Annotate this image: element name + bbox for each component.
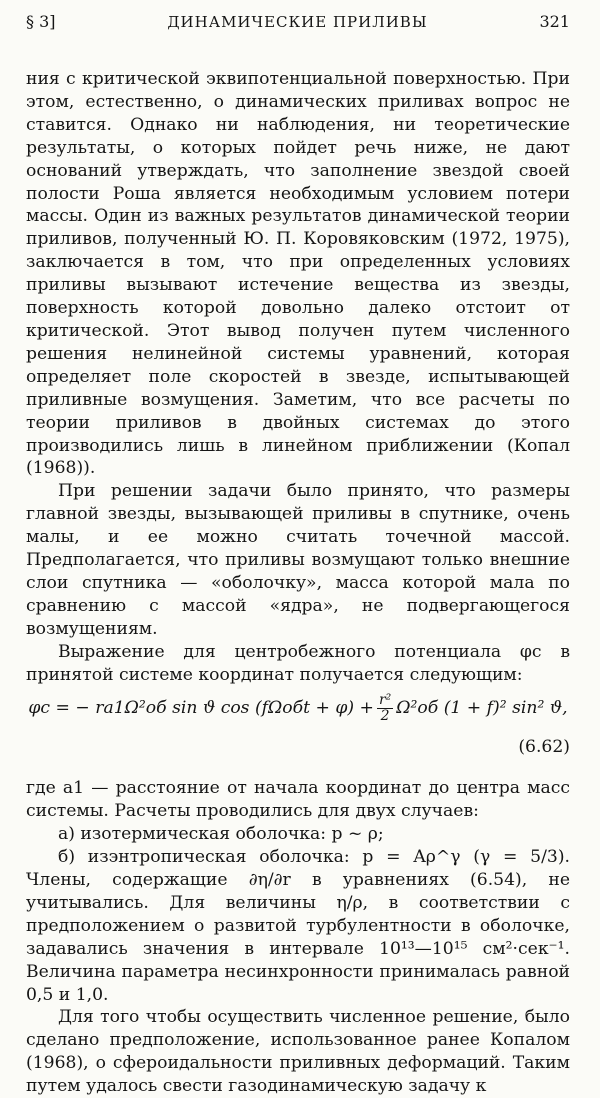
equation-fraction xyxy=(377,693,393,724)
paragraph: ния с критической эквипотенциальной поверхностью. При этом, естественно, о динамических приливах вопрос не ставится. Однако ни наблюдения, ни теоретические результаты, о которых пойдет речь ниже, не дают оснований утверждать, что заполнение звездой своей полости Роша является необходимым условием потери массы. Один из важных результатов динамической теории приливов, полученный Ю. П. Коровяковским (1972, 1975), заключается в том, что при определенных условиях приливы вызывают истечение вещества из звезды, поверхность которой довольно далеко отстоит от критической. Этот вывод получен путем численного решения нелинейной системы уравнений, которая определяет поле скоростей в звезде, испытывающей приливные возмущения. Заметим, что все расчеты по теории приливов в двойных системах до этого производились лишь в линейном приближении (Копал (1968)). xyxy=(26,69,570,479)
section-marker: § 3] xyxy=(26,12,56,31)
list-item-b: б) изэнтропическая оболочка: p = Aρ^γ (γ = 5/3). Члены, содержащие ∂η/∂r в уравнениях (6.54), не учитывались. Для величины η/ρ, в соответствии с предположением о развитой турбулентности в оболочке, задавались значения в интервале 10¹³—10¹⁵ см²·сек⁻¹. Величина параметра несинхронности принималась равной 0,5 и 1,0. xyxy=(26,847,570,1005)
list-item-a: а) изотермическая оболочка: p ~ ρ; xyxy=(58,824,384,845)
fraction-numerator: r² xyxy=(378,691,392,708)
fraction-denominator: 2 xyxy=(380,707,390,724)
equation-lhs: φc = xyxy=(28,698,70,719)
paragraph: При решении задачи было принято, что размеры главной звезды, вызывающей приливы в спутнике, очень малы, и ее можно считать точечной массой. Предполагается, что приливы возмущают только внешние слои спутника — «оболочку», масса которой мала по сравнению с массой «ядра», не подвергающегося возмущениям. xyxy=(26,481,570,639)
running-title: ДИНАМИЧЕСКИЕ ПРИЛИВЫ xyxy=(167,13,428,31)
running-header xyxy=(26,12,570,40)
equation-6-62 xyxy=(26,686,570,730)
equation-term1: − ra1Ω²об sin ϑ cos (fΩобt + φ) + xyxy=(75,698,374,719)
page-number: 321 xyxy=(539,12,570,31)
paragraph: Для того чтобы осуществить численное решение, было сделано предположение, использованное ранее Копалом (1968), о сфероидальности приливных деформаций. Таким путем удалось свести газодинамическую задачу к xyxy=(26,1007,570,1097)
equation-number: (6.62) xyxy=(518,737,570,758)
paragraph: Выражение для центробежного потенциала φc в принятой системе координат получается следующим: xyxy=(26,641,570,685)
paragraph: где a1 — расстояние от начала координат до центра масс системы. Расчеты проводились для двух случаев: xyxy=(26,778,570,822)
body-text xyxy=(26,68,570,1098)
equation-term2: Ω²об (1 + f)² sin² ϑ, xyxy=(396,698,568,719)
